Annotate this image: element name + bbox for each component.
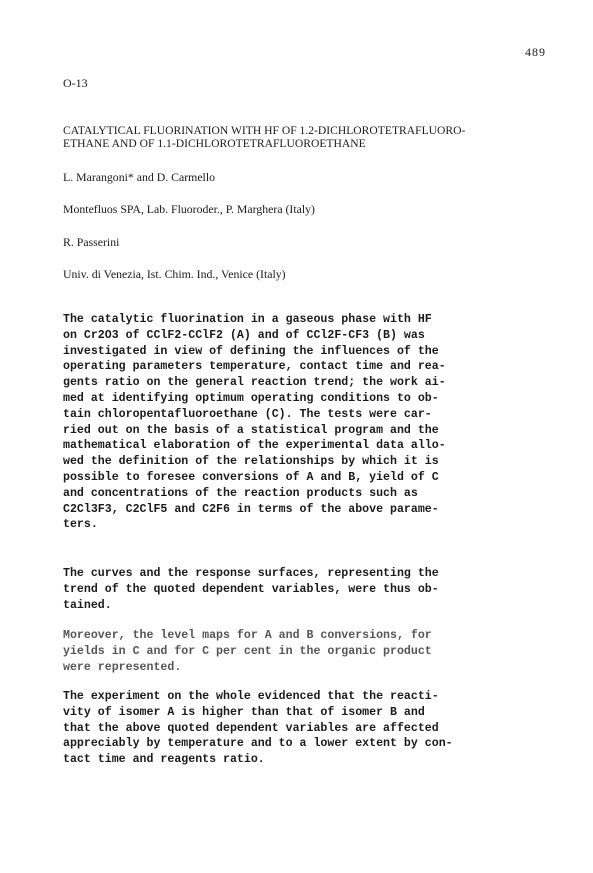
text-line: ried out on the basis of a statistical program and the [63, 423, 439, 437]
text-line: mathematical elaboration of the experimental data allo- [63, 439, 446, 453]
text-line: tact time and reagents ratio. [63, 753, 265, 767]
abstract-paragraph-3 [63, 628, 432, 675]
abstract-paragraph-4 [63, 689, 453, 768]
title-line: CATALYTICAL FLUORINATION WITH HF OF 1.2-DICHLOROTETRAFLUORO- [63, 124, 466, 137]
affiliation-1: Montefluos SPA, Lab. Fluoroder., P. Marghera (Italy) [63, 202, 315, 216]
authors-1: L. Marangoni* and D. Carmello [63, 170, 216, 184]
abstract-paragraph-1 [63, 312, 446, 533]
authors-2: R. Passerini [63, 235, 120, 249]
text-line: The catalytic fluorination in a gaseous phase with HF [63, 313, 432, 326]
text-line: and concentrations of the reaction products such as [63, 486, 418, 500]
text-line: appreciably by temperature and to a lower extent by con- [63, 737, 453, 751]
text-line: wed the definition of the relationships by which it is [63, 455, 439, 469]
text-line: tained. [63, 598, 112, 612]
paper-code: O-13 [63, 76, 88, 90]
text-line: possible to foresee conversions of A and B, yield of C [63, 470, 439, 484]
text-line: tain chloropentafluoroethane (C). The tests were car- [63, 407, 432, 421]
paper-title [63, 124, 543, 150]
text-line: vity of isomer A is higher than that of isomer B and [63, 705, 425, 719]
text-line: on Cr2O3 of CClF2-CClF2 (A) and of CCl2F-CF3 (B) was [63, 328, 425, 342]
text-line: C2Cl3F3, C2ClF5 and C2F6 in terms of the above parame- [63, 502, 439, 516]
text-line: med at identifying optimum operating conditions to ob- [63, 391, 439, 405]
text-line: ters. [63, 518, 98, 532]
text-line: trend of the quoted dependent variables, were thus ob- [63, 582, 439, 596]
text-line: yields in C and for C per cent in the organic product [63, 644, 432, 658]
text-line: operating parameters temperature, contact time and rea- [63, 360, 446, 374]
title-line: ETHANE AND OF 1.1-DICHLOROTETRAFLUOROETHANE [63, 137, 366, 150]
text-line: investigated in view of defining the influences of the [63, 344, 439, 358]
page-number: 489 [525, 45, 546, 59]
text-line: Moreover, the level maps for A and B conversions, for [63, 629, 432, 642]
text-line: gents ratio on the general reaction trend; the work ai- [63, 376, 446, 390]
affiliation-2: Univ. di Venezia, Ist. Chim. Ind., Venice (Italy) [63, 267, 286, 281]
abstract-paragraph-2 [63, 566, 439, 613]
text-line: The curves and the response surfaces, representing the [63, 567, 439, 580]
text-line: were represented. [63, 660, 182, 674]
text-line: that the above quoted dependent variables are affected [63, 721, 439, 735]
text-line: The experiment on the whole evidenced that the reacti- [63, 690, 439, 703]
